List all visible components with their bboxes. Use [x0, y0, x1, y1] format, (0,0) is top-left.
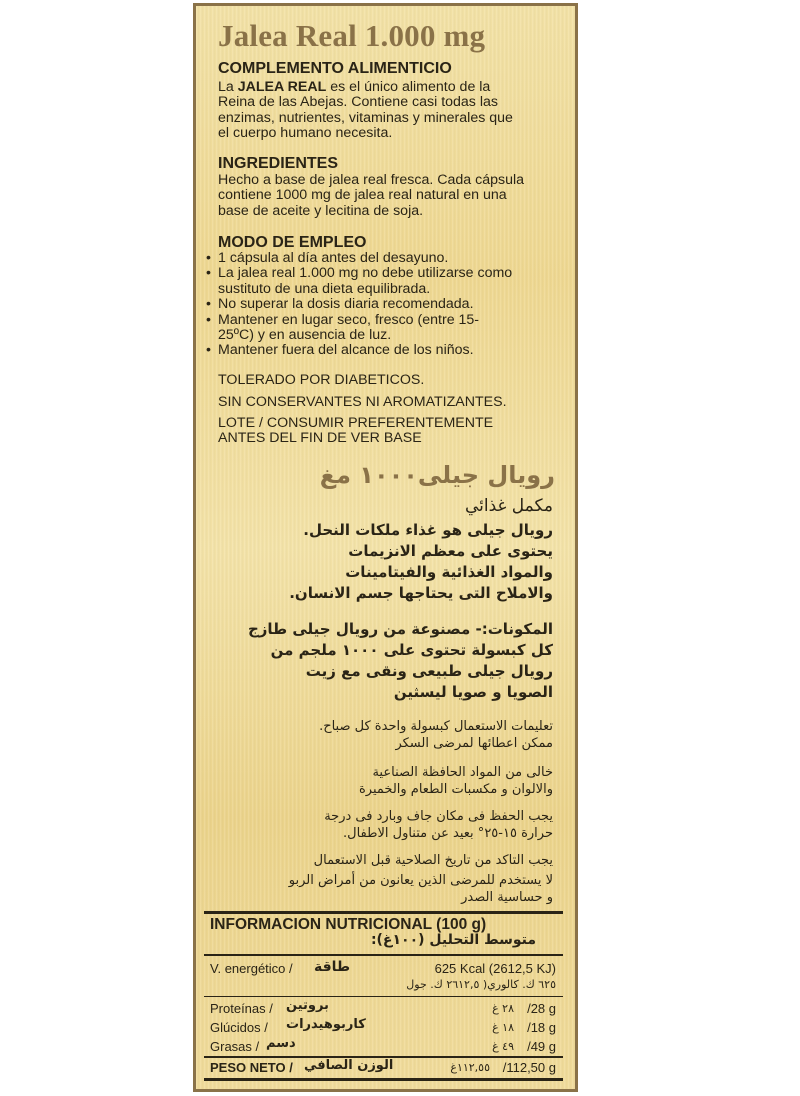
modo-item-text: Mantener fuera del alcance de los niños.: [218, 342, 474, 359]
energy-row-ar: [210, 978, 556, 996]
arabic-line: الصويا و صويا ليسثين: [393, 683, 553, 701]
peso-value-ar: ١١٢,٥٥غ: [450, 1061, 490, 1074]
intro-paragraph: [218, 80, 558, 142]
bullet: •: [206, 250, 211, 266]
modo-item-text: 1 cápsula al día antes del desayuno.: [218, 250, 449, 266]
arabic-subtitle: مكمل غذائي: [464, 496, 553, 516]
glucidos-value-ar: ١٨ غ: [492, 1021, 514, 1034]
intro-prefix: La: [218, 79, 238, 95]
arabic-free: [208, 764, 553, 798]
glucidos-label: Glúcidos /: [210, 1020, 268, 1035]
arabic-line: رويال جيلى طبيعى ونقى مع زيت: [305, 662, 553, 680]
grasas-value-ar: ٤٩ غ: [492, 1040, 514, 1053]
modo-heading: MODO DE EMPLEO: [218, 234, 367, 251]
bullet: •: [206, 265, 211, 282]
arabic-line: خالى من المواد الحافظة الصناعية: [372, 765, 553, 780]
arabic-expiry: يجب التاكد من تاريخ الصلاحية قبل الاستعمال: [313, 853, 553, 868]
energy-row: [210, 961, 556, 979]
ingredientes-line: base de aceite y lecitina de soja.: [218, 202, 424, 219]
lote-line: ANTES DEL FIN DE VER BASE: [218, 430, 422, 447]
grasas-label-ar: دسم: [266, 1036, 296, 1051]
glucidos-row: [210, 1017, 556, 1038]
modo-item: [206, 251, 560, 266]
arabic-warning: [208, 872, 553, 906]
energy-label: V. energético /: [210, 961, 293, 976]
proteinas-row: [210, 998, 556, 1019]
arabic-usage: [208, 718, 553, 752]
arabic-title: رويال جيلى١٠٠٠ مغ: [319, 461, 555, 489]
diabeticos-note: TOLERADO POR DIABETICOS.: [218, 372, 425, 388]
grasas-value: /49 g: [527, 1039, 556, 1054]
lote-note: [218, 416, 558, 447]
intro-line: el cuerpo humano necesita.: [218, 125, 393, 142]
ingredientes-heading: INGREDIENTES: [218, 155, 339, 172]
energy-value: 625 Kcal (2612,5 KJ): [434, 961, 556, 976]
bullet: •: [206, 296, 211, 313]
glucidos-label-ar: كاربوهيدرات: [286, 1017, 366, 1032]
proteinas-label-ar: بروتين: [286, 998, 329, 1013]
conservantes-note: SIN CONSERVANTES NI AROMATIZANTES.: [218, 394, 507, 410]
energy-value-ar: ٦٢٥ ك. كالوري( ٢٦١٢,٥ ك. جول: [406, 978, 556, 991]
arabic-line: والمواد الغذائية والفيتامينات: [345, 563, 553, 581]
modo-item: [206, 266, 560, 281]
intro-line1-rest: es el único alimento de la: [326, 79, 491, 95]
bullet: •: [206, 311, 211, 328]
arabic-ingredients: [213, 619, 553, 703]
peso-row: [210, 1060, 556, 1078]
arabic-line: والاملاح التى يحتاجها جسم الانسان.: [289, 584, 553, 602]
arabic-line: حرارة ١٥-٢٥° بعيد عن متناول الاطفال.: [343, 826, 553, 841]
product-title: Jalea Real 1.000 mg: [218, 18, 486, 53]
arabic-line: ممكن اعطائها لمرضى السكر: [395, 736, 553, 751]
grasas-label: Grasas /: [210, 1039, 260, 1054]
nutrition-bottom-rule: [204, 1078, 563, 1081]
modo-item: [206, 313, 560, 328]
modo-item: [206, 297, 560, 312]
arabic-line: كل كبسولة تحتوى على ١٠٠٠ ملجم من: [270, 641, 553, 659]
modo-item: [206, 343, 560, 358]
proteinas-label: Proteínas /: [210, 1001, 273, 1016]
proteinas-value: /28 g: [527, 1001, 556, 1016]
arabic-line: يجب الحفظ فى مكان جاف وبارد فى درجة: [324, 809, 553, 824]
arabic-line: لا يستخدم للمرضى الذين يعانون من أمراض الربو: [288, 873, 553, 888]
arabic-storage: [208, 808, 553, 842]
intro-line: enzimas, nutrientes, vitaminas y minerales que: [218, 109, 513, 126]
proteinas-value-ar: ٢٨ غ: [492, 1002, 514, 1015]
arabic-line: تعليمات الاستعمال كبسولة واحدة كل صباح.: [319, 719, 553, 734]
peso-label-ar: الوزن الصافي: [304, 1058, 394, 1073]
peso-value: /112,50 g: [502, 1060, 556, 1075]
arabic-line: و حساسية الصدر: [461, 890, 553, 905]
complemento-heading: COMPLEMENTO ALIMENTICIO: [218, 60, 452, 77]
intro-bold: JALEA REAL: [237, 79, 327, 95]
arabic-intro: [213, 520, 553, 604]
nutrition-rule: [204, 996, 563, 997]
energy-label-ar: طاقة: [314, 959, 351, 975]
modo-item-text: No superar la dosis diaria recomendada.: [218, 296, 474, 313]
modo-item-text: sustituto de una dieta equilibrada.: [218, 280, 431, 297]
nutrition-heading: INFORMACION NUTRICIONAL (100 g): [210, 916, 487, 933]
product-label: [193, 3, 578, 1092]
intro-line: Reina de las Abejas. Contiene casi todas las: [218, 94, 498, 111]
bullet: •: [206, 342, 211, 359]
arabic-line: والالوان و مكسبات الطعام والخميرة: [359, 782, 553, 797]
peso-label: PESO NETO /: [210, 1060, 293, 1075]
ingredientes-line: Hecho a base de jalea real fresca. Cada cápsula: [218, 172, 525, 188]
ingredientes-line: contiene 1000 mg de jalea real natural en una: [218, 187, 507, 204]
modo-item-text: 25ºC) y en ausencia de luz.: [218, 327, 392, 344]
arabic-line: يحتوى على معظم الانزيمات: [348, 542, 553, 560]
ingredientes-text: [218, 173, 558, 219]
nutrition-top-rule: [204, 911, 563, 914]
glucidos-value: /18 g: [527, 1020, 556, 1035]
modo-item-text: Mantener en lugar seco, fresco (entre 15-: [218, 311, 480, 328]
arabic-line: المكونات:- مصنوعة من رويال جيلى طازج: [247, 620, 553, 638]
nutrition-rule: [204, 954, 563, 956]
nutrition-heading-ar: متوسط التحليل (١٠٠غ):: [370, 932, 536, 948]
modo-list: [206, 251, 560, 359]
arabic-line: رويال جيلى هو غذاء ملكات النحل.: [303, 521, 553, 539]
modo-item-text: La jalea real 1.000 mg no debe utilizarse como: [218, 265, 513, 282]
lote-line: LOTE / CONSUMIR PREFERENTEMENTE: [218, 415, 494, 431]
grasas-row: [210, 1036, 556, 1057]
